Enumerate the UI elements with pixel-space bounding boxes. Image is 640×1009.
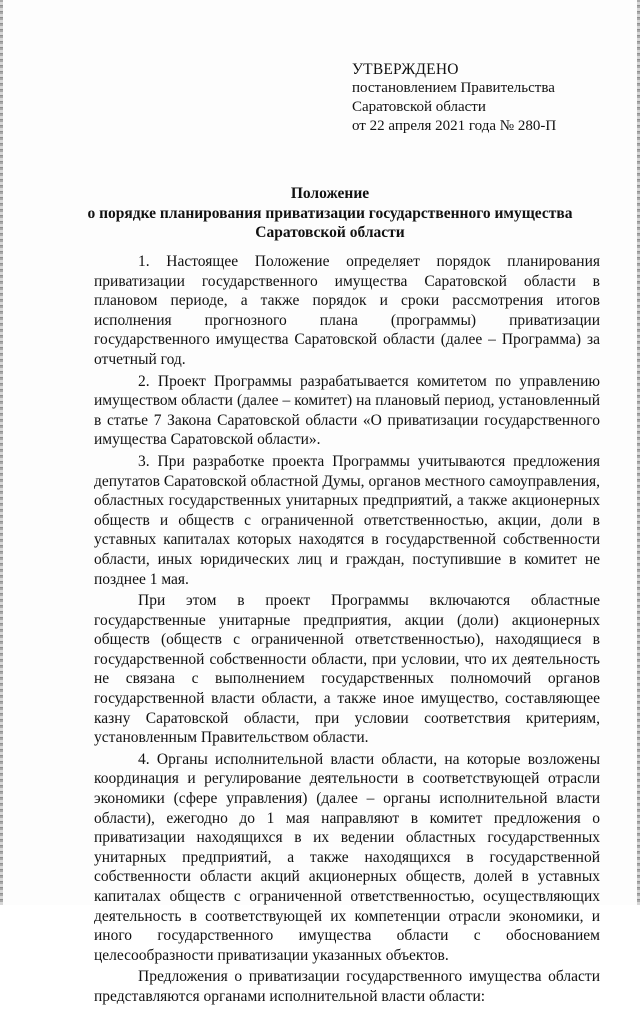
document-title — [70, 184, 590, 243]
body-paragraph: 2. Проект Программы разрабатывается комитетом по управлению имуществом области (далее – комитет) на плановый период, установленный в статье 7 Закона Саратовской области «О приватизации государственного имущества Саратовской области». — [94, 372, 600, 449]
title-line: Саратовской области — [255, 224, 405, 241]
scan-edge-left — [0, 0, 3, 905]
title-line: о порядке планирования приватизации государственного имущества — [87, 204, 573, 222]
approval-line: постановлением Правительства — [352, 80, 555, 96]
body-paragraph: 3. При разработке проекта Программы учитываются предложения депутатов Саратовской областной Думы, органов местного самоуправления, областных государственных унитарных предприятий, а также акционерных обществ и обществ с ограниченной ответственностью, акции, доли в уставных капиталах которых находятся в государственной собственности области, иных юридических лиц и граждан, поступившие в комитет не позднее 1 мая. — [94, 452, 600, 588]
approval-stamp — [352, 60, 612, 136]
body-paragraph: При этом в проект Программы включаются областные государственные унитарные предприятия, акции (доли) акционерных обществ (обществ с ограниченной ответственностью), находящиеся в государственной собственности области, при условии, что их деятельность не связана с выполнением государственных полномочий органов государственной власти области, а также иное имущество, составляющее казну Саратовской области, при условии соответствия критериям, установленным Правительством области. — [94, 592, 600, 747]
body-paragraph: Предложения о приватизации государственного имущества области представляются органами исполнительной власти области: — [94, 968, 600, 1005]
body-paragraph: 4. Органы исполнительной власти области, на которые возложены координация и регулирование деятельности в соответствующей отрасли экономики (сфере управления) (далее – органы исполнительной власти области), ежегодно до 1 мая направляют в комитет предложения о приватизации находящихся в их ведении областных государственных унитарных предприятий, а также находящихся в государственной собственности области акций акционерных обществ, долей в уставных капиталах обществ с ограниченной ответственностью, осуществляющих деятельность в соответствующей их компетенции отрасли экономики, и иного государственного имущества области с обоснованием целесообразности приватизации указанных объектов. — [94, 750, 600, 964]
approval-line: от 22 апреля 2021 года № 280-П — [352, 118, 557, 134]
body-paragraph: 1. Настоящее Положение определяет порядок планирования приватизации государственного имущества Саратовской области в плановом периоде, а также порядок и сроки рассмотрения итогов исполнения прогнозного плана (программы) приватизации государственного имущества Саратовской области (далее – Программа) за отчетный год. — [94, 253, 600, 368]
approval-line: Саратовской области — [352, 99, 486, 115]
title-line: Положение — [290, 185, 370, 202]
approval-heading: УТВЕРЖДЕНО — [352, 61, 459, 78]
document-body — [94, 252, 600, 1009]
